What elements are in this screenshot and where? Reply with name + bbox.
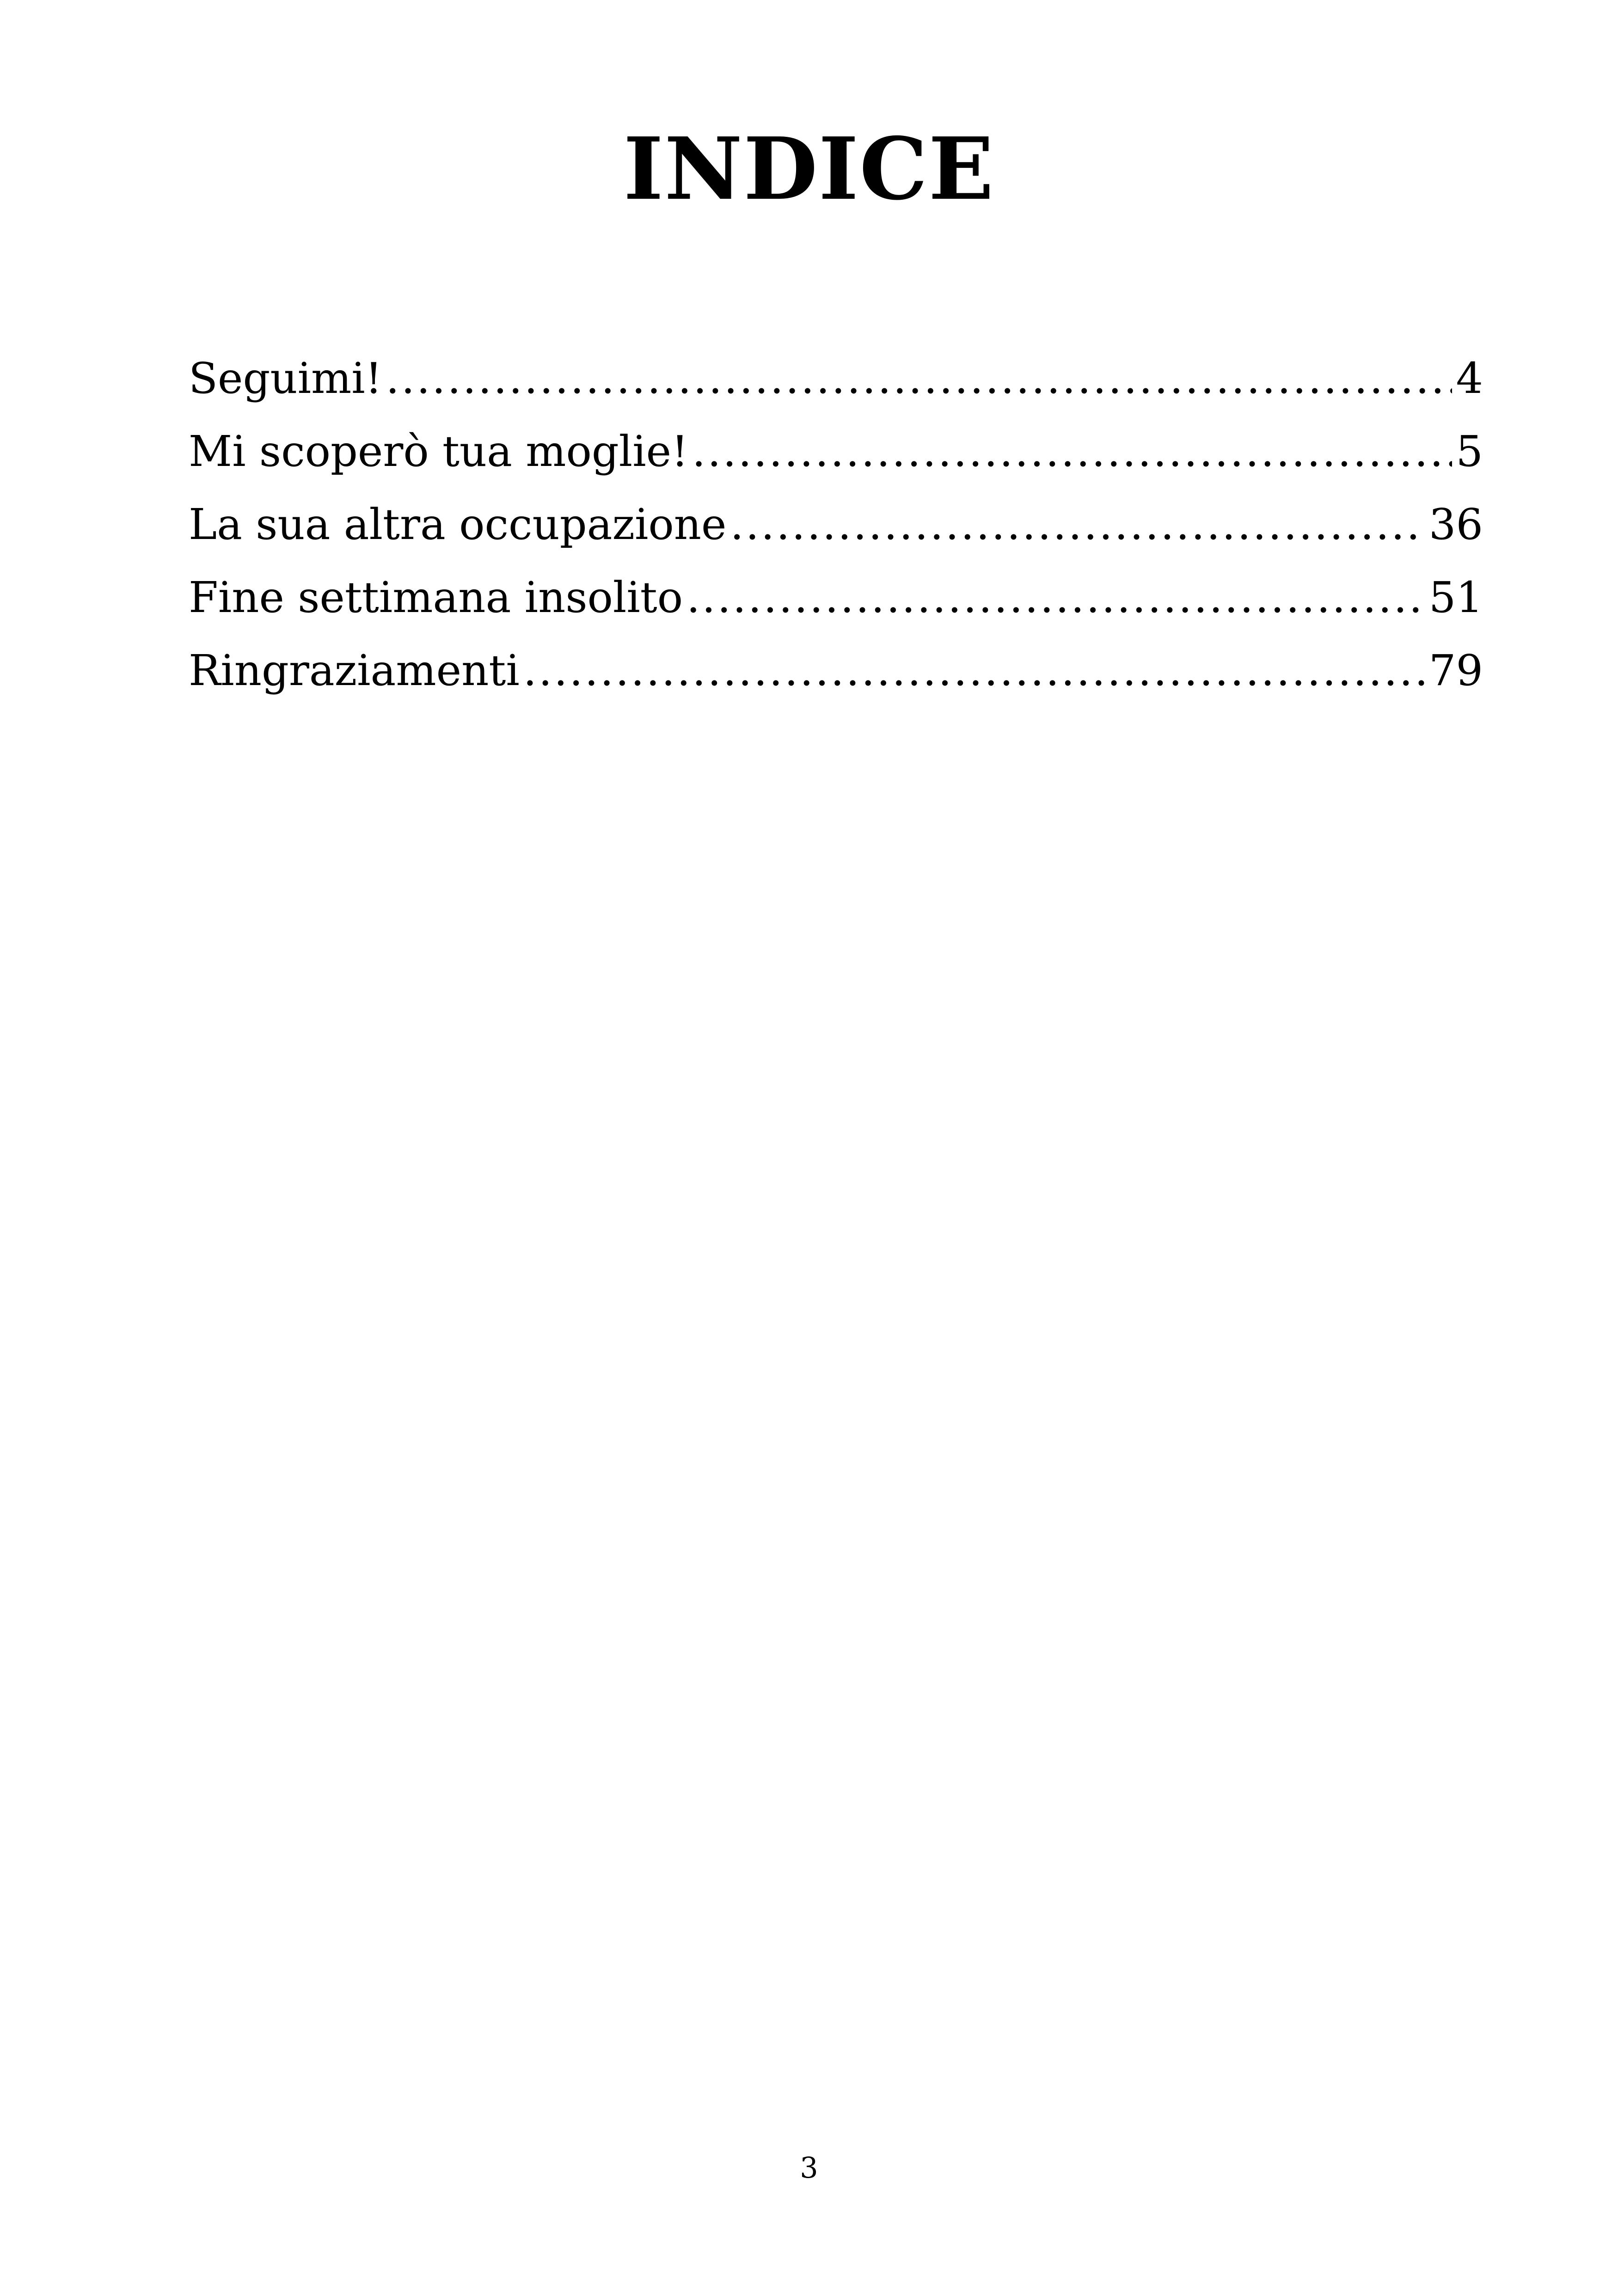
toc-dot-leader (523, 634, 1425, 707)
toc-entry-seguimi[interactable] (189, 342, 1483, 415)
toc-entry-ringraziamenti[interactable] (189, 634, 1483, 707)
toc-dot-leader (686, 561, 1425, 634)
toc-entry-label: La sua altra occupazione (189, 500, 727, 549)
toc-dot-leader (386, 342, 1453, 415)
toc-entry-page: 4 (1456, 354, 1483, 403)
toc-dot-leader (730, 488, 1425, 561)
toc-entry-fine-settimana-insolito[interactable] (189, 561, 1483, 634)
page-title: INDICE (623, 118, 995, 219)
toc-entry-la-sua-altra-occupazione[interactable] (189, 488, 1483, 561)
table-of-contents (189, 342, 1483, 707)
toc-entry-page: 79 (1428, 646, 1483, 695)
toc-entry-label: Mi scoperò tua moglie! (189, 427, 689, 476)
page-number: 3 (800, 2151, 818, 2185)
toc-entry-mi-scopero-tua-moglie[interactable] (189, 415, 1483, 488)
toc-dot-leader (692, 415, 1452, 488)
toc-entry-page: 51 (1428, 573, 1483, 622)
toc-entry-label: Fine settimana insolito (189, 573, 683, 622)
toc-entry-label: Ringraziamenti (189, 646, 520, 695)
toc-entry-page: 36 (1428, 500, 1483, 549)
toc-entry-page: 5 (1456, 427, 1483, 476)
toc-entry-label: Seguimi! (189, 354, 382, 403)
